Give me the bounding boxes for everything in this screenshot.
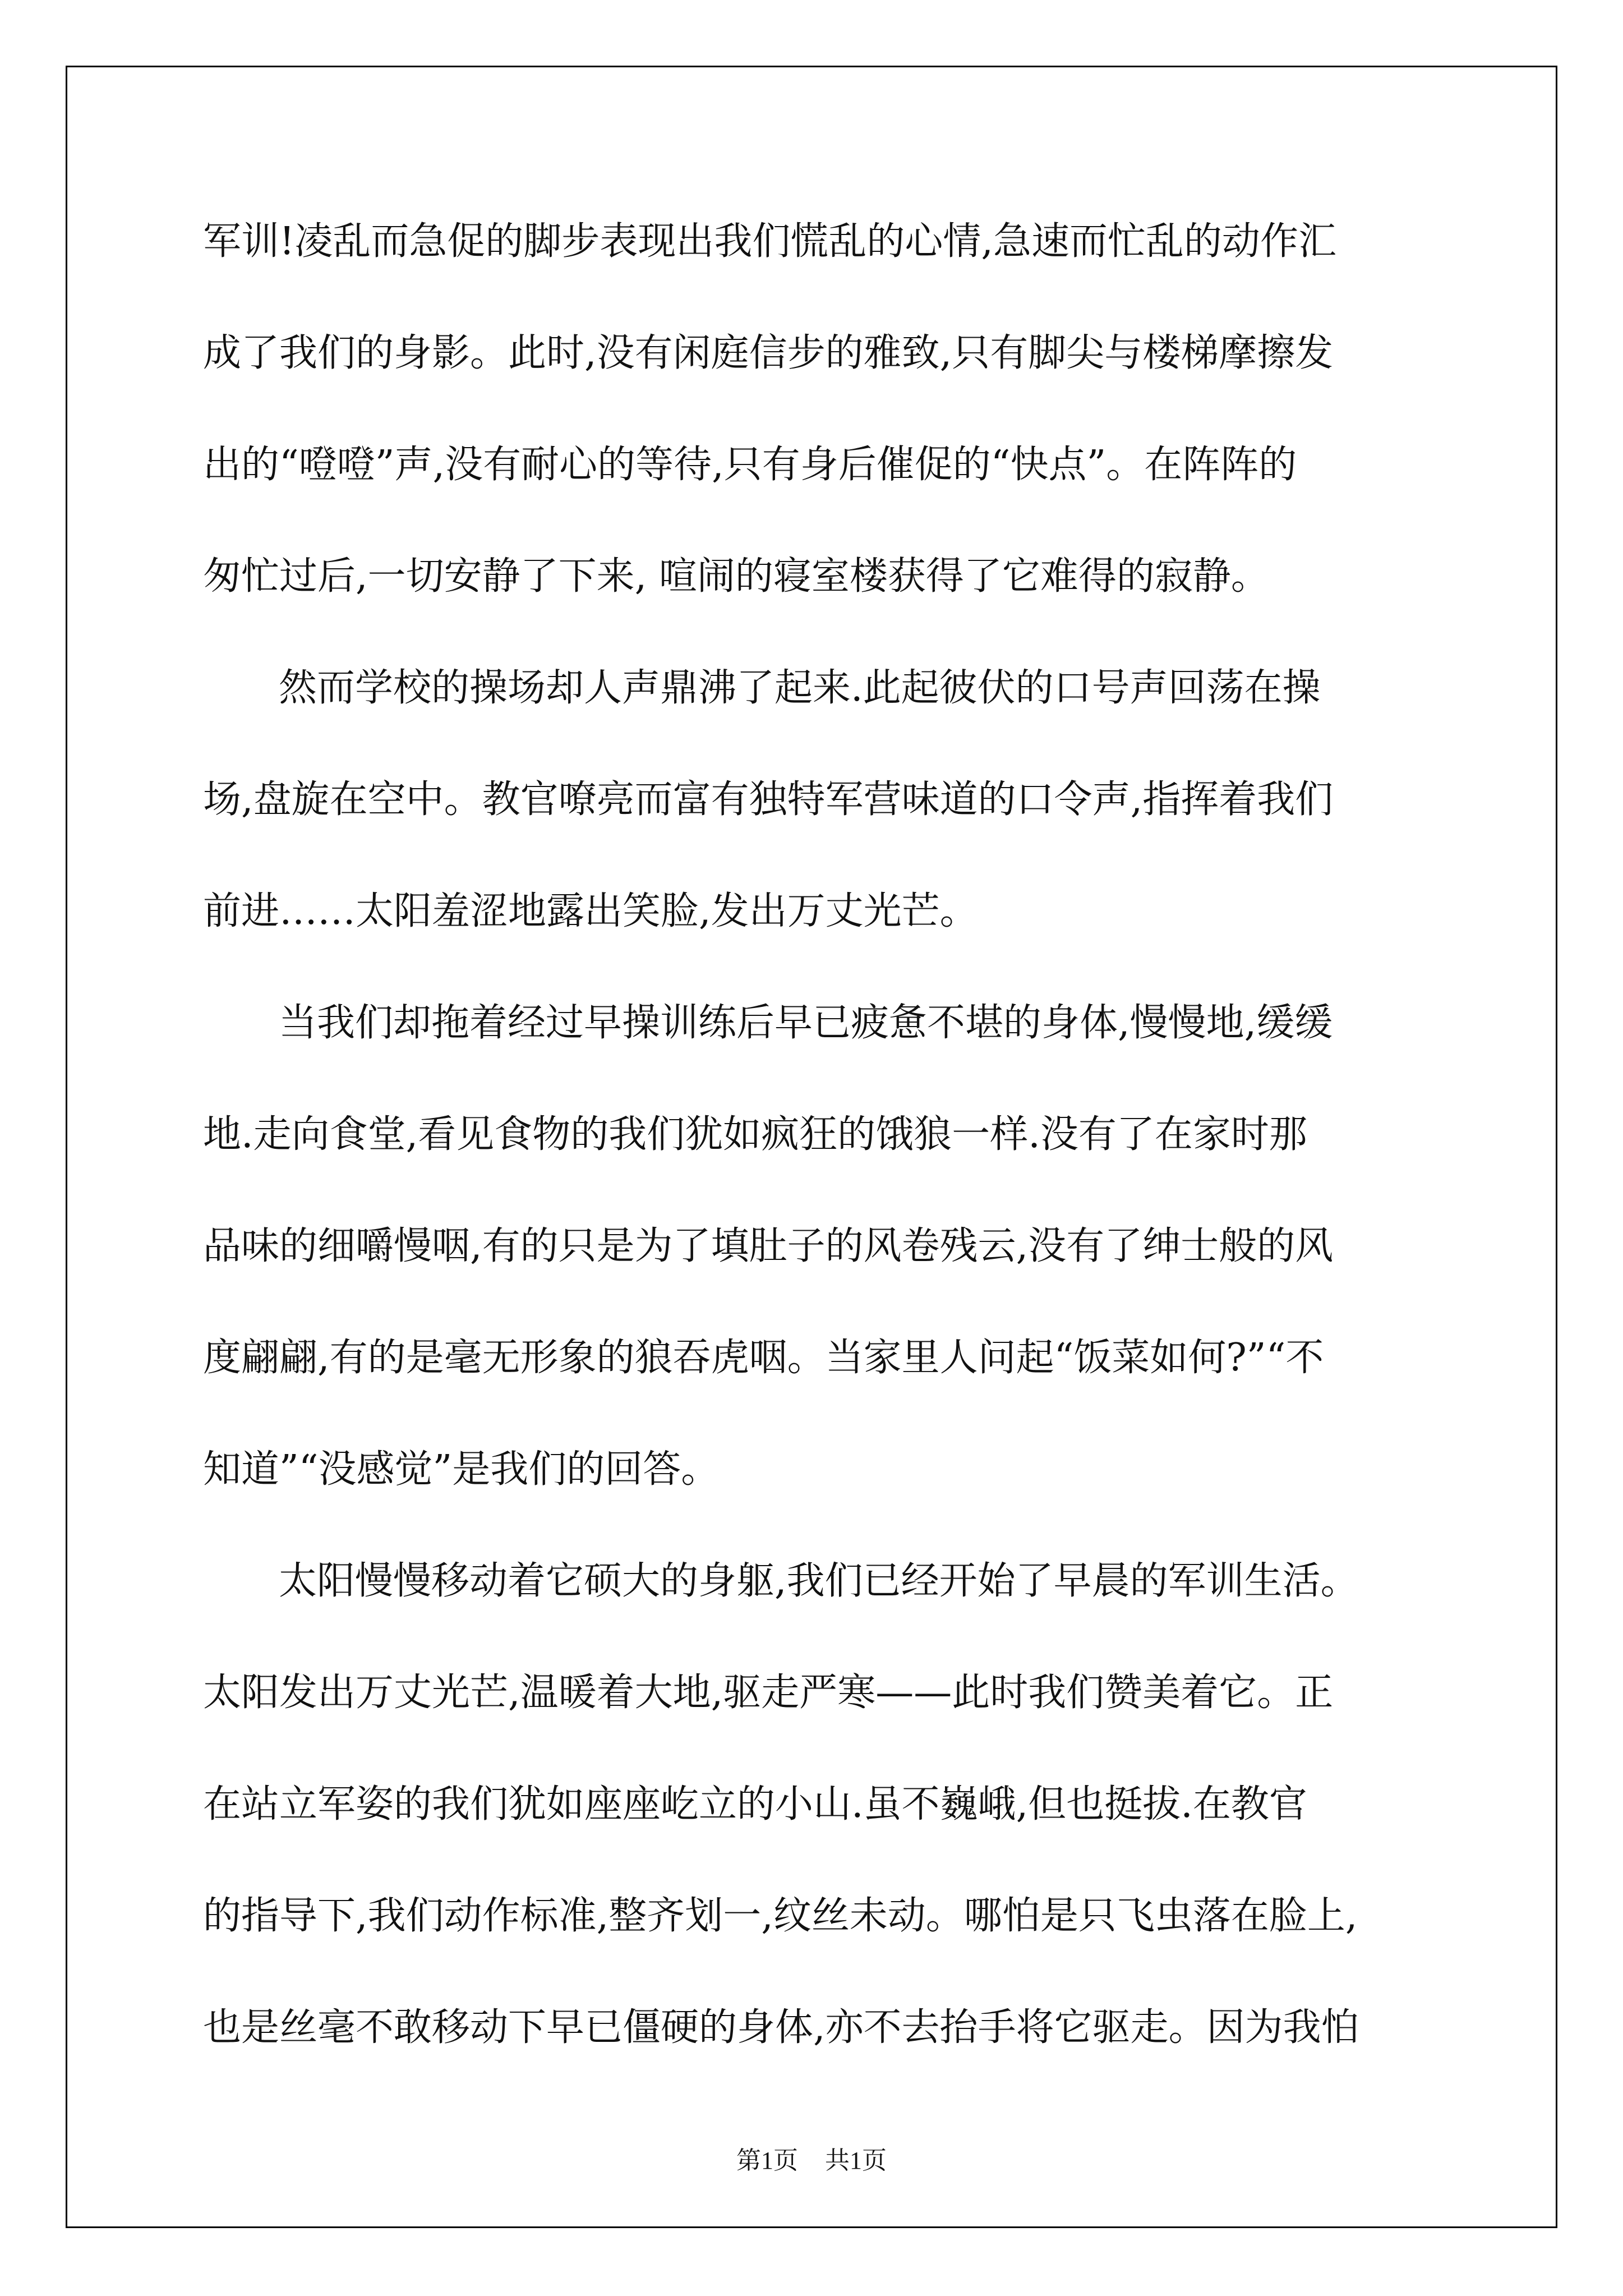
- text-line: 在站立军姿的我们犹如座座屹立的小山.虽不巍峨,但也挺拔.在教官: [203, 1782, 1307, 1826]
- text-line: 然而学校的操场却人声鼎沸了起来.此起彼伏的口号声回荡在操: [279, 666, 1321, 710]
- text-line: 太阳发出万丈光芒,温暖着大地,驱走严寒——此时我们赞美着它。正: [203, 1671, 1334, 1715]
- text-line: 匆忙过后,一切安静了下来, 喧闹的寝室楼获得了它难得的寂静。: [203, 554, 1269, 599]
- text-line: 前进……太阳羞涩地露出笑脸,发出万丈光芒。: [203, 889, 978, 933]
- text-line: 军训!凌乱而急促的脚步表现出我们慌乱的心情,急速而忙乱的动作汇: [203, 219, 1336, 264]
- text-line: 太阳慢慢移动着它硕大的身躯,我们已经开始了早晨的军训生活。: [279, 1559, 1359, 1603]
- document-body: [203, 209, 1437, 2106]
- text-line: 的指导下,我们动作标准,整齐划一,纹丝未动。哪怕是只飞虫落在脸上,: [203, 1894, 1358, 1938]
- text-line: 度翩翩,有的是毫无形象的狼吞虎咽。当家里人问起“饭菜如何?”“不: [203, 1336, 1324, 1380]
- text-line: 地.走向食堂,看见食物的我们犹如疯狂的饿狼一样.没有了在家时那: [203, 1112, 1307, 1157]
- text-line: 出的“噔噔”声,没有耐心的等待,只有身后催促的“快点”。在阵阵的: [203, 443, 1297, 487]
- text-line: 知道”“没感觉”是我们的回答。: [203, 1447, 720, 1492]
- text-line: 也是丝毫不敢移动下早已僵硬的身体,亦不去抬手将它驱走。因为我怕: [203, 2005, 1359, 2050]
- page-number: 第1页: [736, 2147, 798, 2174]
- text-line: 当我们却拖着经过早操训练后早已疲惫不堪的身体,慢慢地,缓缓: [279, 1001, 1333, 1045]
- text-line: 品味的细嚼慢咽,有的只是为了填肚子的风卷残云,没有了绅士般的风: [203, 1224, 1334, 1268]
- text-line: 成了我们的身影。此时,没有闲庭信步的雅致,只有脚尖与楼梯摩擦发: [203, 331, 1334, 375]
- page-total: 共1页: [825, 2147, 887, 2174]
- page-footer: [0, 2140, 1623, 2176]
- text-line: 场,盘旋在空中。教官嘹亮而富有独特军营味道的口令声,指挥着我们: [203, 777, 1334, 822]
